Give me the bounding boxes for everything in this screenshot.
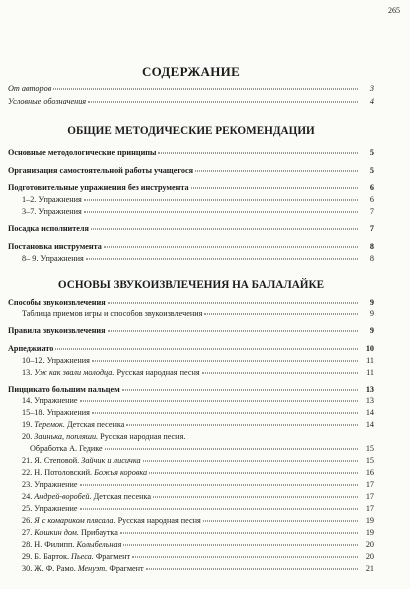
toc-entry[interactable]: 13. Уж как звали молодца. Русская народная песня 11	[22, 368, 374, 377]
toc-entry[interactable]: 29. Б. Барток. Пьеса. Фрагмент 20	[22, 552, 374, 561]
toc-title: СОДЕРЖАНИЕ	[141, 64, 241, 79]
toc-entry[interactable]: 3–7. Упражнения 7	[22, 207, 374, 216]
toc-entry[interactable]: 22. Н. Потоловский. Божья коровка 16	[22, 468, 374, 477]
toc-entry[interactable]: Постановка инструмента 8	[8, 242, 374, 251]
toc-entry[interactable]: Условные обозначения 4	[8, 97, 374, 106]
toc-entry[interactable]: 28. Н. Филипп. Колыбельная 20	[22, 540, 374, 549]
toc-entry[interactable]: 14. Упражнение 13	[22, 396, 374, 405]
toc-entry[interactable]: Таблица приемов игры и способов звукоизвлечения 9	[22, 309, 374, 318]
toc-entry[interactable]: 21. Я. Степовой. Зайчик и лисичка 15	[22, 456, 374, 465]
page-number: 265	[388, 6, 400, 15]
toc-entry[interactable]: 25. Упражнение 17	[22, 504, 374, 513]
toc-entry[interactable]: 26. Я с комариком плясала. Русская народная песня 19	[22, 516, 374, 525]
toc-entry[interactable]: Обработка А. Гедике 15	[30, 444, 374, 453]
toc-entry[interactable]: Способы звукоизвлечения 9	[8, 298, 374, 307]
toc-entry[interactable]: Посадка исполнителя 7	[8, 224, 374, 233]
toc-entry[interactable]: Подготовительные упражнения без инструмента 6	[8, 183, 374, 192]
toc-entry[interactable]: 20. Заинька, попляши. Русская народная песня.	[22, 432, 186, 441]
toc-entry[interactable]: 19. Теремок. Детская песенка 14	[22, 420, 374, 429]
toc-entry[interactable]: 24. Андрей-воробей. Детская песенка 17	[22, 492, 374, 501]
toc-entry[interactable]: 23. Упражнение 17	[22, 480, 374, 489]
toc-entry[interactable]: 1–2. Упражнения 6	[22, 195, 374, 204]
section-heading: ОБЩИЕ МЕТОДИЧЕСКИЕ РЕКОМЕНДАЦИИ	[67, 125, 315, 137]
toc-entry[interactable]: Правила звукоизвлечения 9	[8, 326, 374, 335]
toc-entry[interactable]: Основные методологические принципы 5	[8, 148, 374, 157]
toc-entry[interactable]: Пиццикато большим пальцем 13	[8, 385, 374, 394]
toc-entry[interactable]: 30. Ж. Ф. Рамо. Менуэт. Фрагмент 21	[22, 564, 374, 573]
toc-entry[interactable]: 15–18. Упражнения 14	[22, 408, 374, 417]
toc-entry[interactable]: 10–12. Упражнения 11	[22, 356, 374, 365]
toc-entry[interactable]: Арпеджиато 10	[8, 344, 374, 353]
toc-entry[interactable]: 8– 9. Упражнения 8	[22, 254, 374, 263]
toc-entry[interactable]: 27. Кошкин дом. Прибаутка 19	[22, 528, 374, 537]
toc-entry[interactable]: Организация самостоятельной работы учащегося 5	[8, 166, 374, 175]
toc-entry[interactable]: От авторов 3	[8, 84, 374, 93]
section-heading: ОСНОВЫ ЗВУКОИЗВЛЕЧЕНИЯ НА БАЛАЛАЙКЕ	[57, 279, 325, 291]
